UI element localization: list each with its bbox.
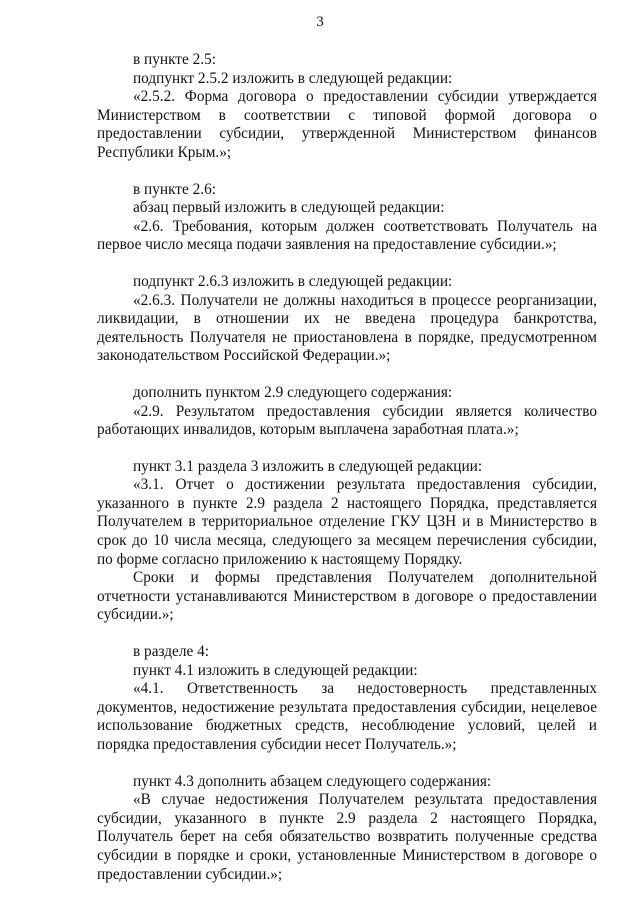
amendment-section-2-6 bbox=[97, 181, 597, 255]
amendment-text-paragraph: «2.6.3. Получатели не должны находиться в процессе реорганизации, ликвидации, в отношении их не введена процедура банкротства, деятельность Получателя не приостановлена в порядке, предусмотренном законодательством Российской Федерации.»; bbox=[97, 291, 597, 365]
section-heading: в разделе 4: bbox=[133, 643, 209, 661]
amendment-text-paragraph: «4.1. Ответственность за недостоверность представленных документов, недостижение результата предоставления субсидии, нецелевое использование бюджетных средств, несоблюдение условий, целей и порядка предоставления субсидии несет Получатель.»; bbox=[97, 680, 597, 753]
instruction-paragraph: пункт 4.3 дополнить абзацем следующего содержания: bbox=[133, 772, 492, 790]
amendment-text-paragraph: «3.1. Отчет о достижении результата предоставления субсидии, указанного в пункте 2.9 раздела 2 настоящего Порядка, представляется Получателем в территориальное отделение ГКУ ЦЗН и в Министерство в срок до 10 числа месяца, следующего за месяцем перечисления субсидии, по форме согласно приложению к настоящему Порядку. bbox=[97, 476, 597, 568]
amendment-text-paragraph: «2.6. Требования, которым должен соответствовать Получатель на первое число месяца подачи заявления на предоставление субсидии.»; bbox=[97, 217, 597, 254]
section-heading: в пункте 2.5: bbox=[133, 51, 216, 68]
page-number: 3 bbox=[316, 14, 324, 30]
amendment-text-paragraph: «2.5.2. Форма договора о предоставлении субсидии утверждается Министерством в соответствии с типовой формой договора о предоставлении субсидии, утвержденной Министерством финансов Республики Крым.»; bbox=[97, 88, 597, 161]
amendment-text-paragraph: Сроки и формы представления Получателем дополнительной отчетности устанавливаются Министерством в договоре о предоставлении субсидии.»; bbox=[97, 569, 597, 624]
amendment-text-paragraph: «2.9. Результатом предоставления субсидии является количество работающих инвалидов, которым выплачена заработная плата.»; bbox=[97, 402, 597, 439]
amendment-section-4-1 bbox=[97, 643, 597, 755]
amendment-section-4-3 bbox=[97, 773, 597, 885]
amendment-text-paragraph: «В случае недостижения Получателем результата предоставления субсидии, указанного в пункте 2.9 раздела 2 настоящего Порядка, Получатель берет на себя обязательство возвратить полученные средства субсидии в порядке и сроки, установленные Министерством в договоре о предоставлении субсидии.»; bbox=[97, 791, 597, 883]
amendment-section-2-9 bbox=[97, 384, 597, 440]
instruction-paragraph: пункт 3.1 раздела 3 изложить в следующей редакции: bbox=[133, 457, 483, 475]
amendment-section-2-5 bbox=[97, 51, 597, 163]
amendment-section-3-1 bbox=[97, 458, 597, 625]
instruction-paragraph: абзац первый изложить в следующей редакции: bbox=[133, 199, 445, 217]
instruction-paragraph: пункт 4.1 изложить в следующей редакции: bbox=[133, 661, 418, 679]
instruction-paragraph: подпункт 2.6.3 изложить в следующей редакции: bbox=[133, 272, 453, 290]
section-heading: в пункте 2.6: bbox=[133, 180, 216, 198]
amendment-section-2-6-3 bbox=[97, 273, 597, 366]
instruction-paragraph: подпункт 2.5.2 изложить в следующей редакции: bbox=[133, 69, 453, 87]
instruction-paragraph: дополнить пунктом 2.9 следующего содержания: bbox=[133, 383, 453, 401]
document-body bbox=[97, 51, 597, 884]
